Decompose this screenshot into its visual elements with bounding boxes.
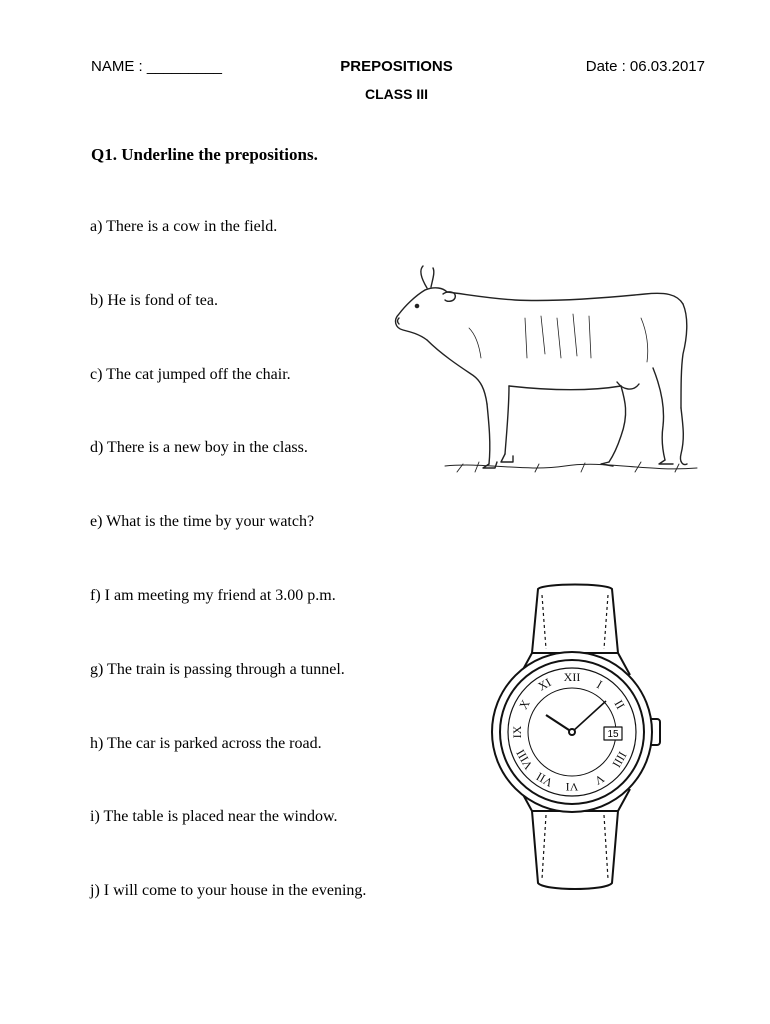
watch-numeral: VII: [533, 769, 556, 790]
wristwatch-illustration: [480, 575, 670, 900]
watch-numeral: VI: [565, 780, 579, 794]
watch-numeral: V: [592, 771, 607, 788]
sentence-d: d) There is a new boy in the class.: [90, 439, 308, 457]
sentence-c: c) The cat jumped off the chair.: [90, 365, 291, 383]
sentence-g: g) The train is passing through a tunnel.: [90, 660, 345, 678]
watch-numeral: XII: [563, 670, 581, 684]
name-field-label: NAME : _________: [91, 58, 222, 75]
sentence-b: b) He is fond of tea.: [90, 291, 218, 309]
sentence-f: f) I am meeting my friend at 3.00 p.m.: [90, 586, 336, 604]
sentence-list: [90, 217, 366, 955]
worksheet-title: PREPOSITIONS: [340, 58, 453, 75]
class-label: CLASS III: [364, 86, 428, 102]
watch-numeral: X: [516, 697, 533, 712]
watch-numeral: II: [611, 697, 628, 712]
sentence-a: a) There is a cow in the field.: [90, 218, 278, 235]
watch-numeral: I: [594, 677, 605, 692]
sentence-e: e) What is the time by your watch?: [90, 513, 315, 531]
watch-numeral: IX: [510, 725, 524, 739]
question-heading: Q1. Underline the prepositions.: [91, 145, 318, 164]
cow-illustration: [385, 258, 705, 488]
watch-numeral: XI: [535, 675, 554, 694]
sentence-h: h) The car is parked across the road.: [90, 734, 322, 752]
worksheet-date: Date : 06.03.2017: [585, 58, 705, 75]
watch-numeral: IIII: [609, 749, 630, 770]
sentence-i: i) The table is placed near the window.: [90, 808, 338, 826]
watch-numeral: VIII: [513, 747, 536, 772]
sentence-j: j) I will come to your house in the evening.: [90, 882, 367, 900]
date-window-text: 15: [607, 729, 619, 740]
